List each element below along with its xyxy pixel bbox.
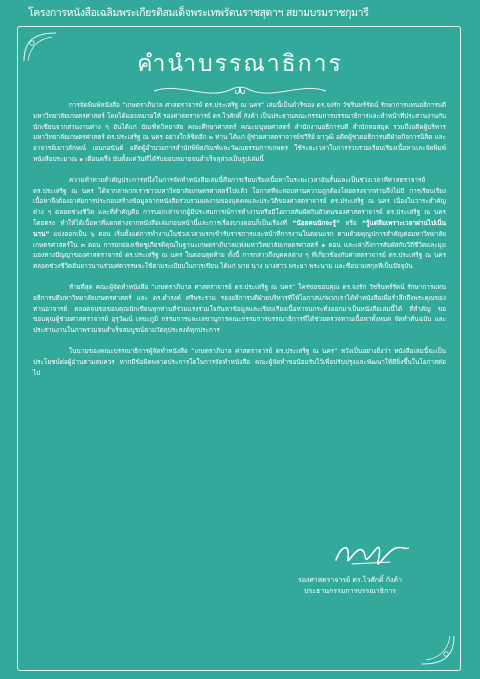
quote-few-know: “น้อยคนนักจะรู้” (292, 218, 341, 227)
paragraph-challenge-text-1: ความท้าทายสำคัญประการหนึ่งในการจัดทำหนังสือเล่มนี้คือการเรียบเรียงเนื้อหาในระยะเวลาอันสั้นและเป็นช่วงเวลาที่ศาสตราจารย์ ดร.ประเสริฐ ณ นคร ได้จากลาพวกเราชาวมหาวิทยาลัยเกษตรศาสตร์ไปแล้ว โอกาสที่จะสอบทานความถูกต้องโดยตรงจากท่านจึงไม่มี การเรียบเรียงเนื้อหาจึงต้องอาศัยการประกอบสร้างข้อมูลจากหนังสือรวบรวมผลงานของบุคคลและประวัติของศาสตราจารย์ ดร.ประเสริฐ ณ นคร เนื่องในวาระสำคัญต่าง ๆ ตลอดช่วงชีวิต และที่สำคัญคือ การบอกเล่าจากผู้มีประสบการณ์การทำงานหรือมีโอกาสสัมผัสกับตัวตนของศาสตราจารย์ ดร.ประเสริฐ ณ นคร โดยตรง ทำให้ได้เนื้อหาที่แตกต่างจากหนังสือเล่มก่อนหน้านี้และการเรื่องบางตอนก็เป็นเรื่องที่ (33, 175, 446, 227)
quote-forgotten: “รู้แต่ลืมเพราะเวลาผ่านไปเนิ่นนาน” (33, 218, 446, 238)
corner-ornament-icon (412, 632, 456, 666)
paragraph-intro: การจัดพิมพ์หนังสือ “เกษตราภิบาล ศาสตราจารย์ ดร.ประเสริฐ ณ นคร” เล่มนี้เป็นดำริของ ดร.จงรัก วัชรินทร์รัตน์ รักษาการแทนอธิการบดีมหาวิทยาลัยเกษตรศาสตร์ โดยได้มอบหมายให้ รองศาสตราจารย์ ดร.ไวศักดิ์ กังค้า เป็นประธานคณะกรรมการบรรณาธิการและทำหน้าที่ประสานงานกับนักเขียนจากส่วนงานต่าง ๆ อันได้แก่ บัณฑิตวิทยาลัย คณะศึกษาศาสตร์ คณะมนุษยศาสตร์ สำนักงานอธิการบดี สำนักหอสมุด รวมถึงอดีตผู้บริหารมหาวิทยาลัยเกษตรศาสตร์ ดร.ประเสริฐ ณ นคร อย่างใกล้ชิดอีก ๒ ท่าน ได้แก่ ผู้ช่วยศาสตราจารย์ชวีริย์ ยาวุฒิ อดีตผู้ช่วยอธิการบดีฝ่ายกิจการนิสิต และอาจารย์เยาวลักษณ์ เอนกอนันต์ อดีตผู้อำนวยการสำนักพิพิธภัณฑ์และวัฒนธรรมการเกษตร ใช้ระยะเวลาในการรวบรวมเรียบเรียงเนื้อหาและจัดพิมพ์หนังสือประมาณ ๑ เดือนครึ่ง นับตั้งแต่วันที่ได้รับมอบหมายจนสำเร็จลุล่วงเป็นรูปเล่มนี้ (33, 101, 446, 163)
signatory-name: รองศาสตราจารย์ ดร.ไวศักดิ์ กังค้า (297, 576, 403, 584)
title-swirl-ornament-icon (150, 80, 330, 102)
paragraph-challenge (33, 175, 446, 272)
paragraph-challenge-text-3: แบ่งออกเป็น ๖ ตอน เริ่มตั้งแต่การทำงานในช่วงเวลาแรกเข้ารับราชการและหน้าที่การงานในตอนแรก ตามด้วยคุณูปการสำคัญต่อมหาวิทยาลัยเกษตรศาสตร์ใน ๓ ตอน การยกย่องเชิดชูเกียรติคุณในฐานะเกษตราภิบาลแห่งมหาวิทยาลัยเกษตรศาสตร์ ๑ ตอน และเล่าถึงการสัมผัสกับวิถีชีวิตและมุมมองทางปัญญาของศาสตราจารย์ ดร.ประเสริฐ ณ นคร ในตอนสุดท้าย ทั้งนี้ การกล่าวถึงบุคคลต่าง ๆ ที่เกี่ยวข้องกับศาสตราจารย์ ดร.ประเสริฐ ณ นคร ตลอดช่วงชีวิตอันยาวนานร่วมศตวรรษจะใช้ตามระเบียบในการเขียน ได้แก่ นาย นาง นางสาว พระยา พระนาม และชื่อนามสกุลที่เป็นปัจจุบัน (33, 229, 446, 271)
signatory-position: ประธานกรรมการบรรณาธิการ (304, 587, 396, 595)
page-title: คำนำบรรณาธิการ (137, 51, 343, 77)
paragraph-acknowledgement: ท้ายที่สุด คณะผู้จัดทำหนังสือ “เกษตราภิบาล ศาสตราจารย์ ดร.ประเสริฐ ณ นคร” ใคร่ขอขอบคุณ ดร.จงรัก วัชรินทร์รัตน์ รักษาการแทนอธิการบดีมหาวิทยาลัยเกษตรศาสตร์ และ ดร.ดำรงค์ ศรีพระราม รองอธิการบดีฝ่ายบริหารที่ให้โอกาสแก่พวกเราได้ทำหนังสือเพื่อรำลึกถึงพระคุณของท่านอาจารย์ ตลอดจนขอขอบคุณนักเขียนทุกท่านที่ร่วมแรงร่วมใจกันหาข้อมูลและเรียบเรียงเนื้อหาจนกระทั่งออกมาเป็นหนังสือเล่มนี้ได้ ที่สำคัญ ขอขอบคุณผู้ช่วยศาสตราจารย์ อุรุวัฒน์ เลขะภูมิ กรรมการและเลขานุการคณะกรรมการบรรณาธิการที่ได้ช่วยตรวจทานเนื้อหาทั้งหมด จัดทำต้นฉบับ และประสานงานในภาพรวมจนสำเร็จสมบูรณ์ตามวัตถุประสงค์ทุกประการ (33, 282, 446, 335)
paragraph-closing: ในนามของคณะบรรณาธิการผู้จัดทำหนังสือ “เกษตราภิบาล ศาสตราจารย์ ดร.ประเสริฐ ณ นคร” หวังเป็นอย่างยิ่งว่า หนังสือเล่มนี้จะเป็นประโยชน์ต่อผู้อ่านตามสมควร หากมีข้อผิดพลาดประการใดในการจัดทำหนังสือ คณะผู้จัดทำขอน้อมรับไว้เพื่อปรับปรุงและพัฒนาให้ดียิ่งขึ้นในโอกาสต่อไป (33, 346, 446, 377)
signature-icon (332, 536, 412, 572)
foreword-body (33, 100, 446, 378)
project-header: โครงการหนังสือเฉลิมพระเกียรติสมเด็จพระเทพรัตนราชสุดาฯ สยามบรมราชกุมารี (28, 7, 369, 19)
paragraph-challenge-text-2: หรือ (340, 218, 362, 227)
signatory-block (250, 575, 450, 597)
